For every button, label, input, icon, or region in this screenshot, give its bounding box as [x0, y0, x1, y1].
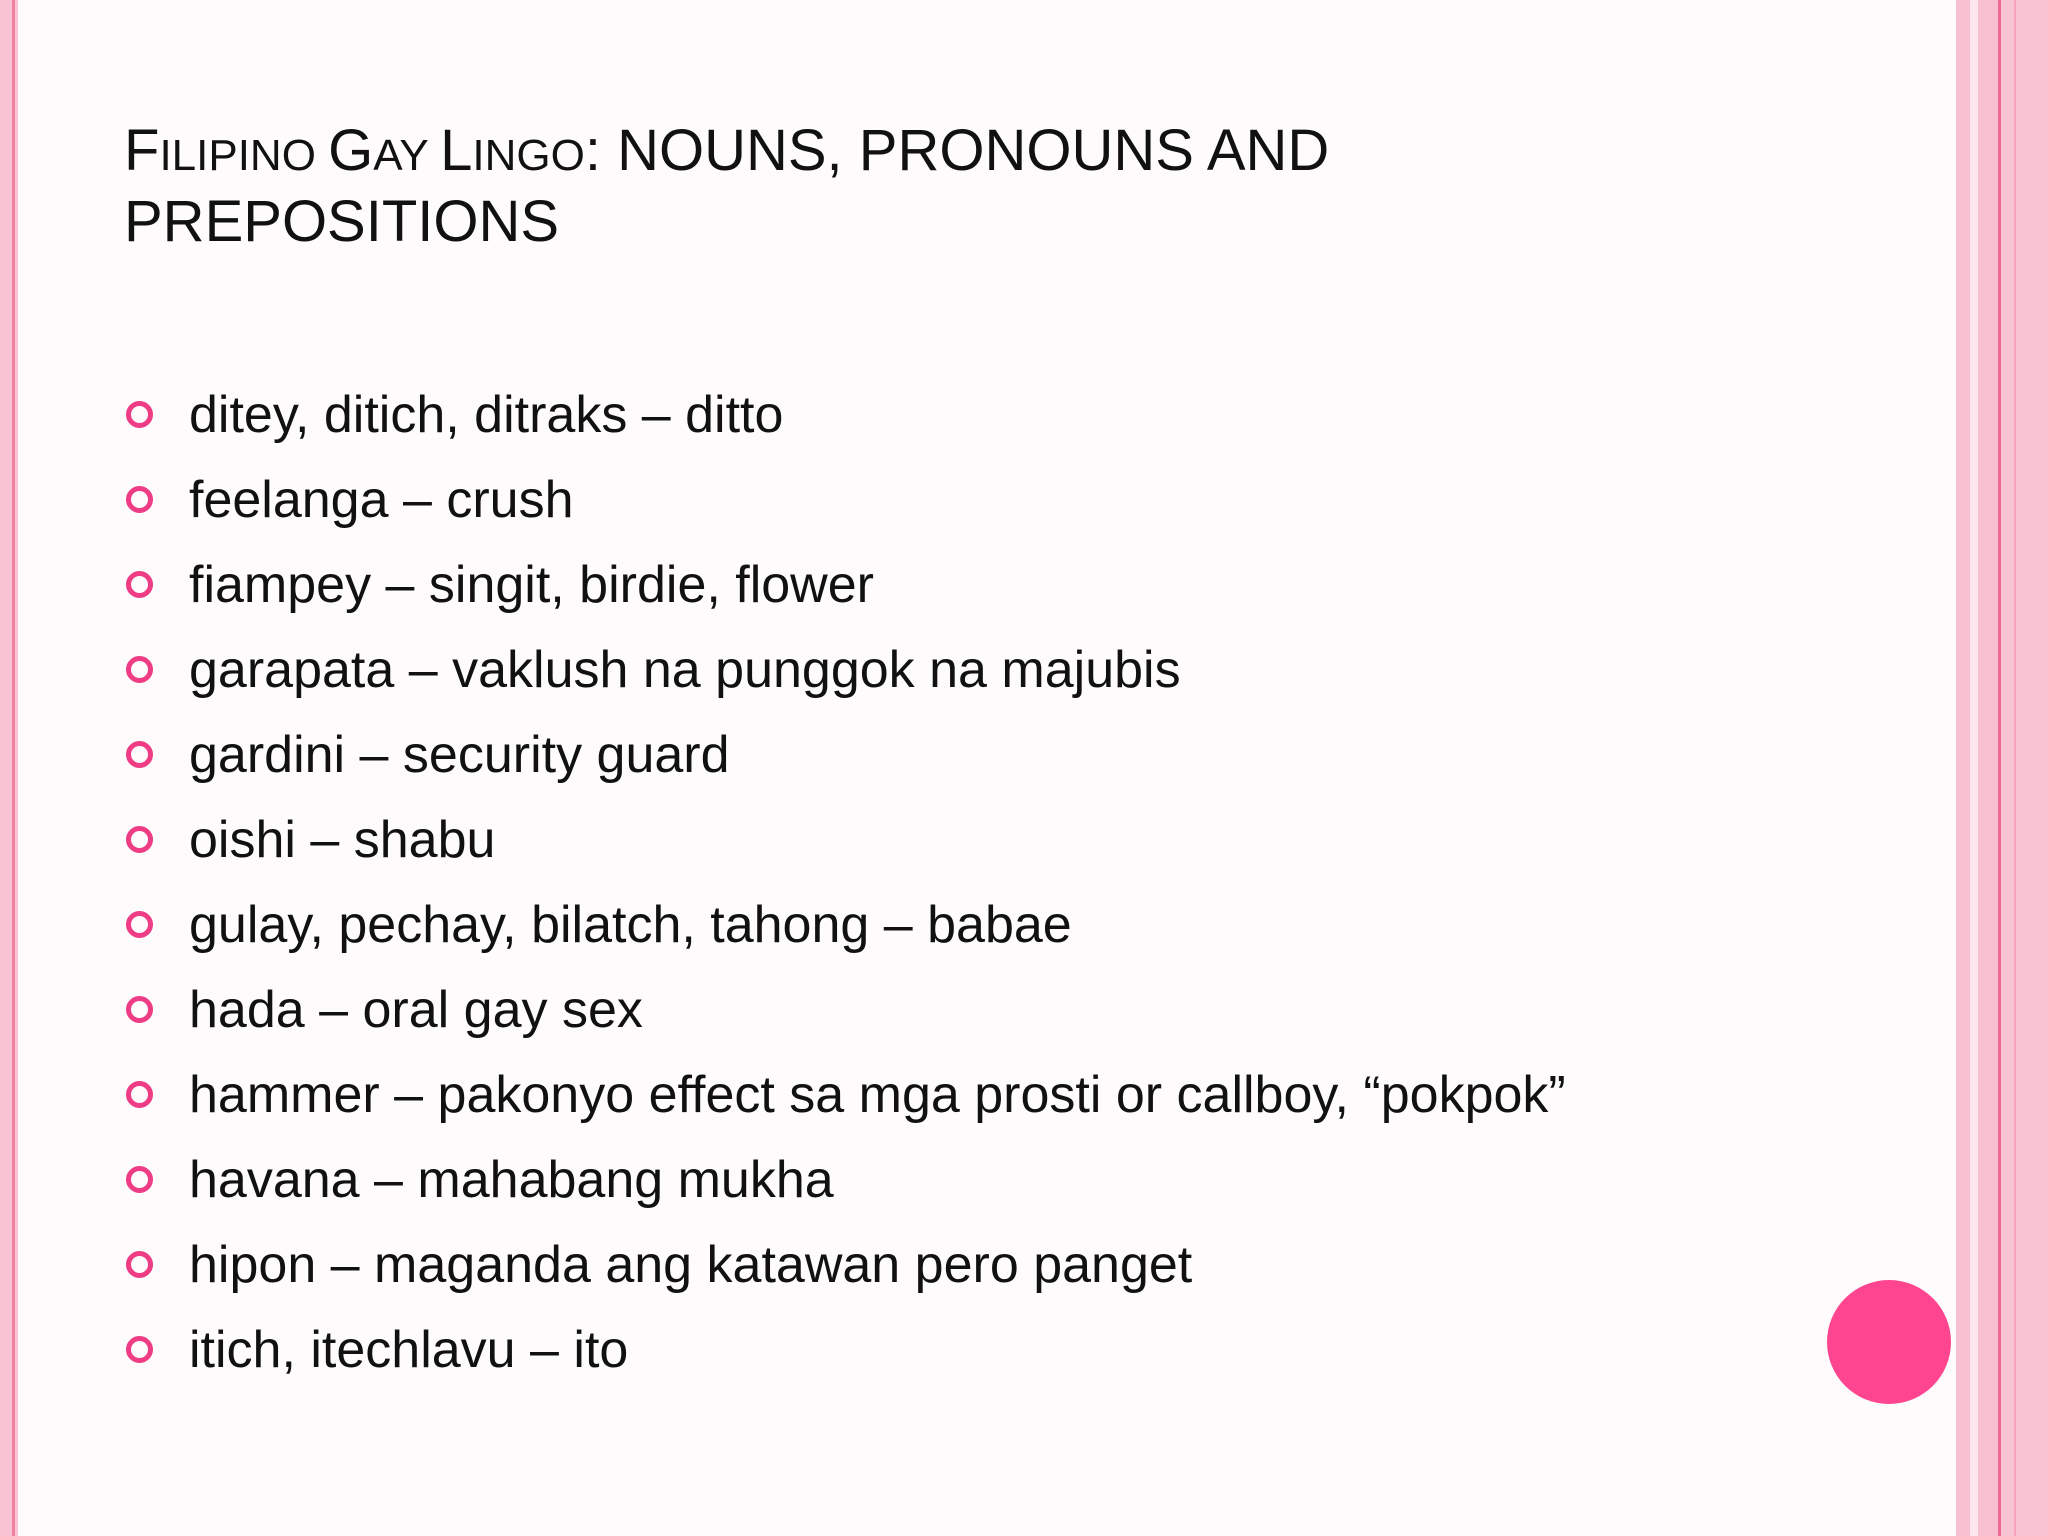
title-part: AY: [373, 131, 441, 180]
title-part: G: [328, 118, 374, 183]
title-part: INGO: [472, 131, 585, 180]
list-item: [124, 372, 1566, 457]
list-item-text: hipon – maganda ang katawan pero panget: [189, 1235, 1193, 1294]
list-item: [124, 627, 1566, 712]
ring-bullet-icon: [126, 1081, 153, 1108]
list-item: [124, 1307, 1566, 1392]
term-list: [124, 372, 1566, 1392]
list-item: [124, 1052, 1566, 1137]
list-item: [124, 882, 1566, 967]
right-border-stripe: [2001, 0, 2048, 1536]
ring-bullet-icon: [126, 401, 153, 428]
list-item-text: hammer – pakonyo effect sa mga prosti or callboy, “pokpok”: [189, 1065, 1566, 1124]
pink-circle-decoration: [1827, 1280, 1951, 1404]
title-part: L: [440, 118, 473, 183]
list-item: [124, 797, 1566, 882]
right-border-line: [2014, 0, 2016, 1536]
list-item: [124, 542, 1566, 627]
ring-bullet-icon: [126, 826, 153, 853]
list-item-text: ditey, ditich, ditraks – ditto: [189, 385, 784, 444]
ring-bullet-icon: [126, 656, 153, 683]
ring-bullet-icon: [126, 486, 153, 513]
title-line-1: [124, 118, 1329, 183]
list-item: [124, 457, 1566, 542]
left-border-line: [12, 0, 15, 1536]
ring-bullet-icon: [126, 1166, 153, 1193]
list-item-text: gardini – security guard: [189, 725, 730, 784]
list-item: [124, 1222, 1566, 1307]
list-item-text: gulay, pechay, bilatch, tahong – babae: [189, 895, 1072, 954]
title-line-2: PREPOSITIONS: [124, 189, 560, 254]
list-item-text: fiampey – singit, birdie, flower: [189, 555, 874, 614]
title-part: F: [124, 118, 160, 183]
slide-title: [124, 118, 1624, 255]
right-border-stripe: [1956, 0, 1970, 1536]
ring-bullet-icon: [126, 1336, 153, 1363]
ring-bullet-icon: [126, 911, 153, 938]
right-border-stripe: [1978, 0, 1998, 1536]
list-item-text: feelanga – crush: [189, 470, 574, 529]
list-item-text: oishi – shabu: [189, 810, 496, 869]
title-part: ILIPINO: [159, 131, 329, 180]
list-item-text: hada – oral gay sex: [189, 980, 643, 1039]
list-item-text: garapata – vaklush na punggok na majubis: [189, 640, 1181, 699]
right-border-stripe: [1970, 0, 1978, 1536]
list-item: [124, 712, 1566, 797]
list-item: [124, 967, 1566, 1052]
ring-bullet-icon: [126, 1251, 153, 1278]
title-part: : NOUNS, PRONOUNS AND: [584, 118, 1330, 183]
list-item-text: havana – mahabang mukha: [189, 1150, 834, 1209]
left-border-band: [0, 0, 18, 1536]
ring-bullet-icon: [126, 741, 153, 768]
list-item-text: itich, itechlavu – ito: [189, 1320, 629, 1379]
list-item: [124, 1137, 1566, 1222]
ring-bullet-icon: [126, 996, 153, 1023]
ring-bullet-icon: [126, 571, 153, 598]
